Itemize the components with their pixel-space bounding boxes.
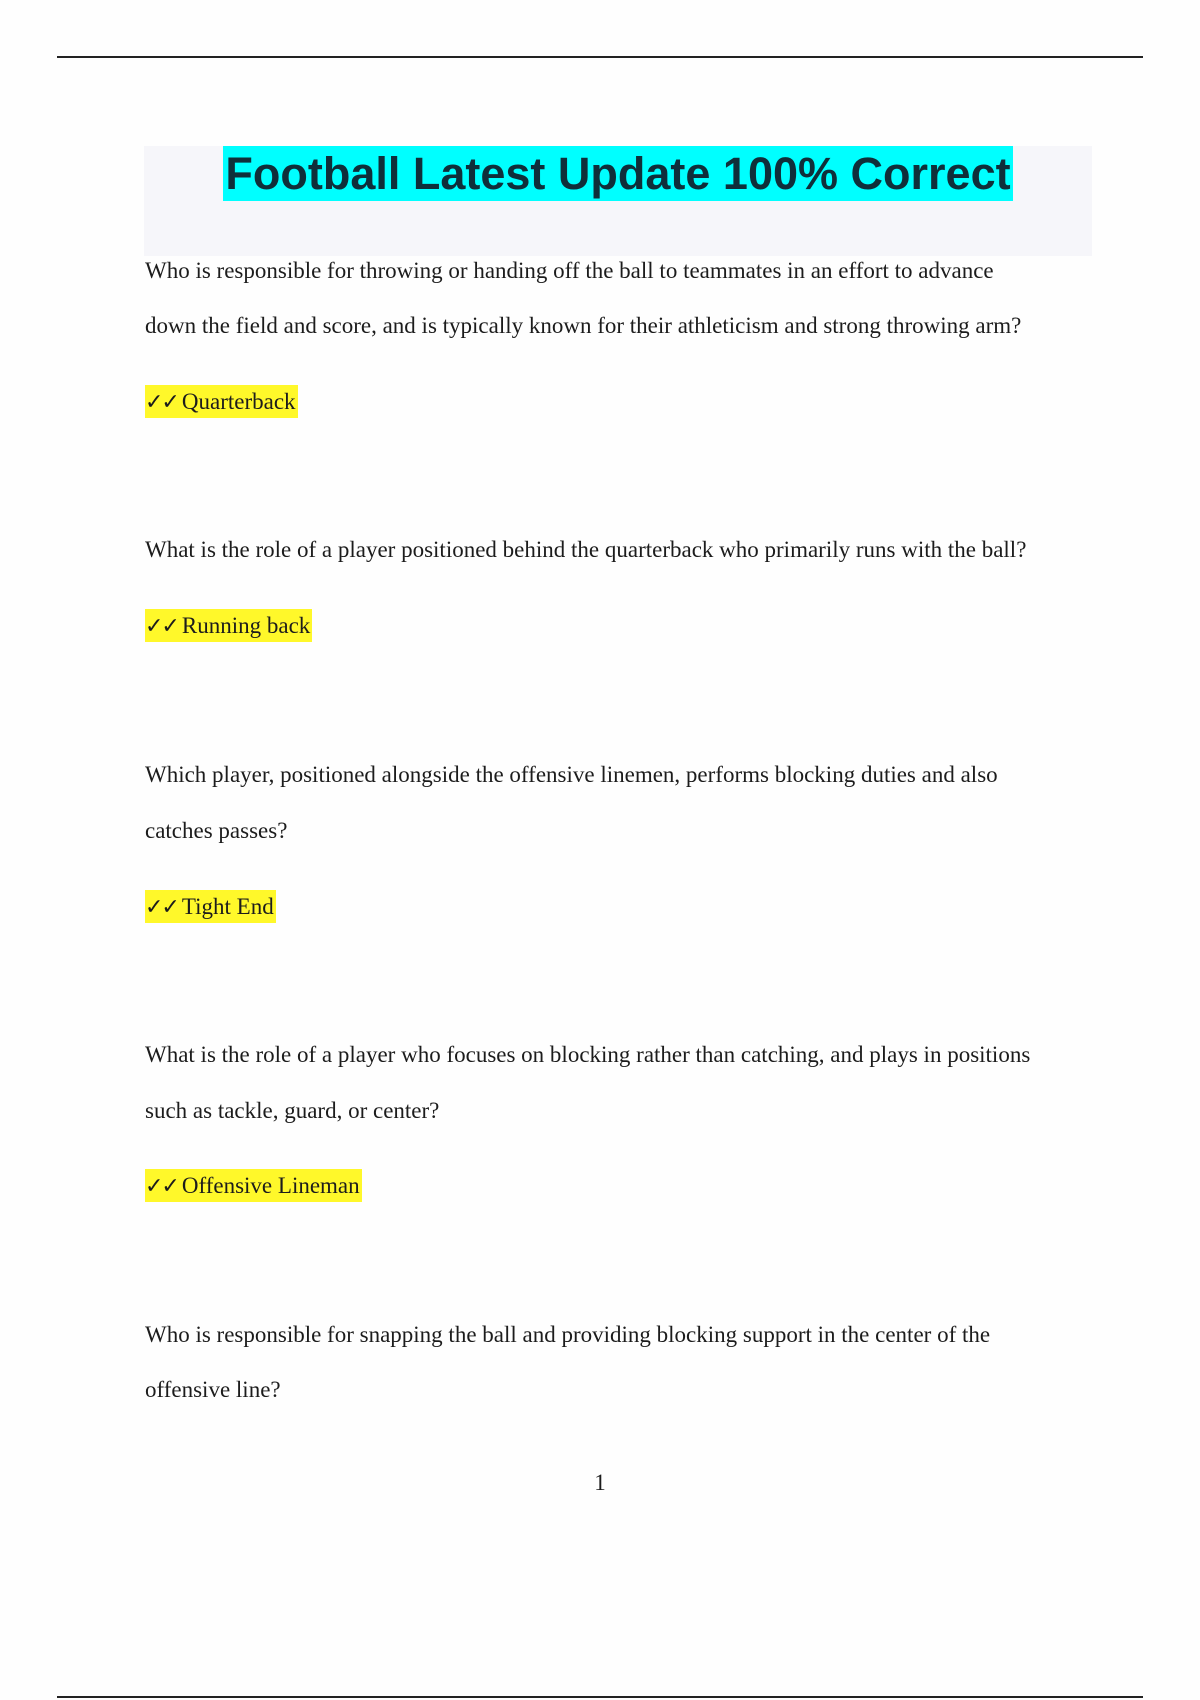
answer-3-text: Tight End (181, 894, 274, 919)
page-number: 1 (594, 1470, 606, 1495)
question-3-line-1: Which player, positioned alongside the offensive linemen, performs blocking duties and also (145, 762, 998, 787)
question-4-line-1: What is the role of a player who focuses on blocking rather than catching, and plays in positions (145, 1042, 1031, 1067)
question-1-line-1: Who is responsible for throwing or handing off the ball to teammates in an effort to advance (145, 258, 994, 283)
question-3-line-2: catches passes? (145, 818, 288, 843)
question-2-line-1: What is the role of a player positioned behind the quarterback who primarily runs with the ball? (145, 537, 1027, 562)
question-1-line-2: down the field and score, and is typically known for their athleticism and strong throwing arm? (145, 313, 1022, 338)
document-title: Football Latest Update 100% Correct (225, 148, 1011, 199)
answer-2 (145, 609, 312, 642)
check-mark-icon: ✓✓ (145, 1174, 178, 1199)
top-rule (57, 56, 1143, 58)
check-mark-icon: ✓✓ (145, 390, 178, 415)
question-5-line-1: Who is responsible for snapping the ball and providing blocking support in the center of the (145, 1322, 991, 1347)
title-band (144, 146, 1092, 256)
question-5-line-2: offensive line? (145, 1377, 281, 1402)
answer-1-text: Quarterback (181, 389, 296, 414)
answer-1 (145, 385, 298, 418)
answer-4 (145, 1169, 362, 1202)
answer-4-text: Offensive Lineman (181, 1173, 360, 1198)
question-4-line-2: such as tackle, guard, or center? (145, 1098, 440, 1123)
check-mark-icon: ✓✓ (145, 895, 178, 920)
check-mark-icon: ✓✓ (145, 614, 178, 639)
document-title-wrap (144, 146, 1092, 201)
answer-3 (145, 890, 276, 923)
bottom-rule (57, 1696, 1143, 1698)
answer-2-text: Running back (181, 613, 311, 638)
